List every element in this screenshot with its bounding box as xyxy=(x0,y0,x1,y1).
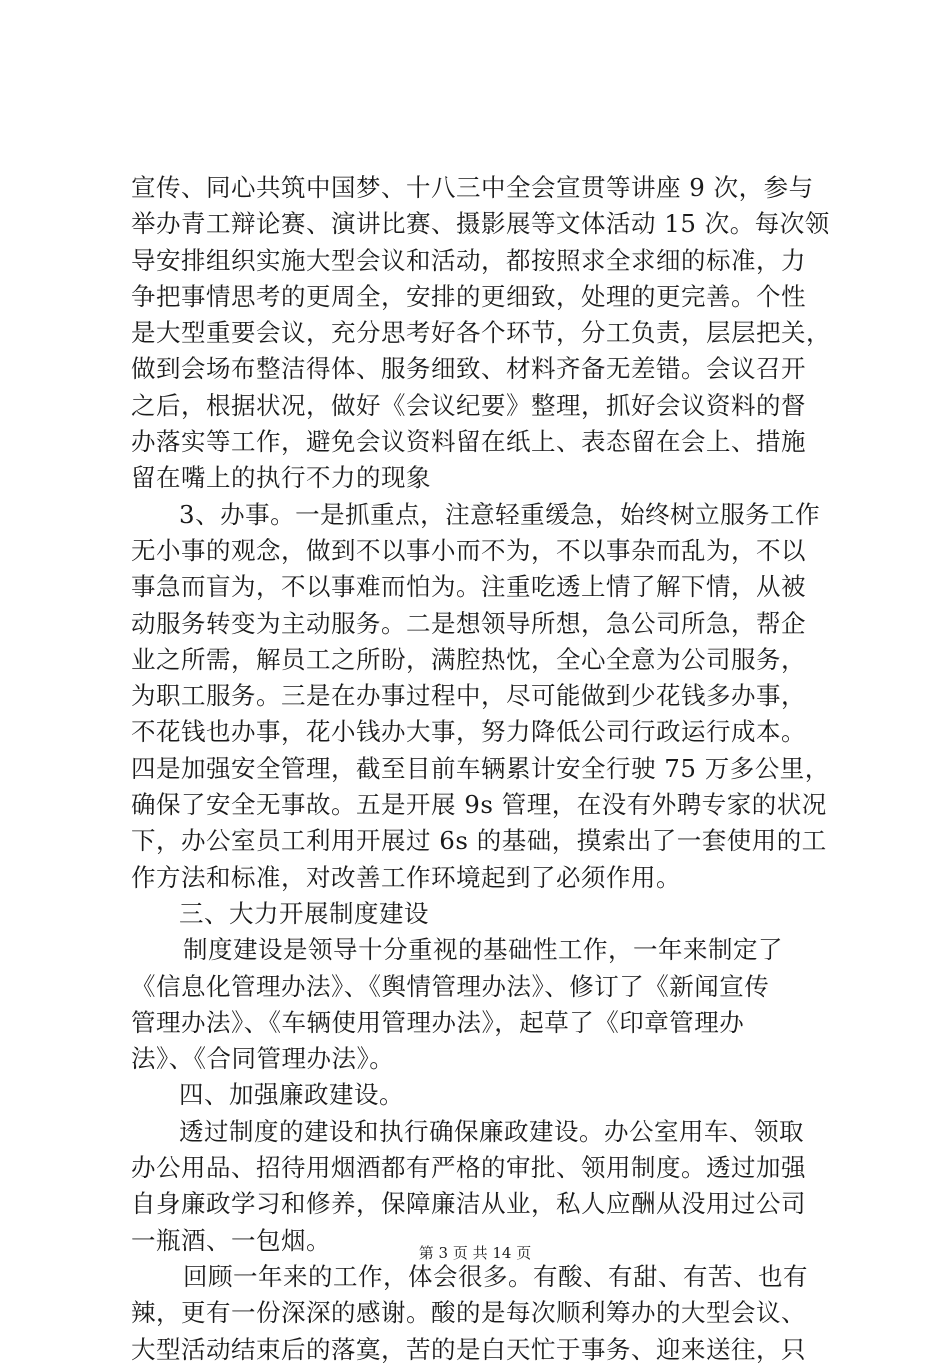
text-line: 大型活动结束后的落寞，苦的是白天忙于事务、迎来送往，只 xyxy=(131,1334,806,1364)
text-line: 争把事情思考的更周全，安排的更细致，处理的更完善。个性 xyxy=(131,281,806,311)
text-line: 一瓶酒、一包烟。 xyxy=(131,1225,331,1255)
text-line: 做到会场布整洁得体、服务细致、材料齐备无差错。会议召开 xyxy=(131,354,806,384)
paragraph-start-line: 透过制度的建设和执行确保廉政建设。办公室用车、领取 xyxy=(179,1116,804,1146)
page-number-footer: 第 3 页 共 14 页 xyxy=(418,1244,532,1262)
text-line: 《信息化管理办法》、《舆情管理办法》、修订了《新闻宣传 xyxy=(131,971,770,1001)
text-line: 事急而盲为，不以事难而怕为。注重吃透上情了解下情，从被 xyxy=(131,572,806,602)
text-line: 是大型重要会议，充分思考好各个环节，分工负责，层层把关， xyxy=(131,318,831,348)
text-line: 四是加强安全管理，截至目前车辆累计安全行驶 75 万多公里， xyxy=(131,753,830,783)
text-line: 留在嘴上的执行不力的现象 xyxy=(131,463,431,493)
text-line: 确保了安全无事故。五是开展 9s 管理，在没有外聘专家的状况 xyxy=(131,790,827,820)
text-line: 无小事的观念，做到不以事小而不为，不以事杂而乱为，不以 xyxy=(131,535,806,565)
text-line: 法》、《合同管理办法》。 xyxy=(131,1044,395,1074)
text-line: 辣，更有一份深深的感谢。酸的是每次顺利筹办的大型会议、 xyxy=(131,1298,806,1328)
text-line: 宣传、同心共筑中国梦、十八三中全会宣贯等讲座 9 次，参与 xyxy=(131,173,814,202)
text-line: 业之所需，解员工之所盼，满腔热忱，全心全意为公司服务， xyxy=(131,644,806,674)
text-line: 办公用品、招待用烟酒都有严格的审批、领用制度。透过加强 xyxy=(131,1153,806,1183)
paragraph-start-line: 制度建设是领导十分重视的基础性工作，一年来制定了 xyxy=(183,935,783,965)
paragraph-start-line: 3、办事。一是抓重点，注意轻重缓急，始终树立服务工作 xyxy=(179,499,821,529)
text-line: 作方法和标准，对改善工作环境起到了必须作用。 xyxy=(131,862,681,892)
text-line: 为职工服务。三是在办事过程中，尽可能做到少花钱多办事， xyxy=(131,681,806,711)
text-line: 管理办法》、《车辆使用管理办法》，起草了《印章管理办 xyxy=(131,1007,745,1037)
document-body xyxy=(131,170,831,1368)
section-heading: 四、加强廉政建设。 xyxy=(179,1080,404,1110)
text-line: 举办青工辩论赛、演讲比赛、摄影展等文体活动 15 次。每次领 xyxy=(131,209,830,239)
text-line: 自身廉政学习和修养，保障廉洁从业，私人应酬从没用过公司 xyxy=(131,1189,806,1219)
section-heading: 三、大力开展制度建设 xyxy=(179,898,429,928)
paragraph-start-line: 回顾一年来的工作，体会很多。有酸、有甜、有苦、也有 xyxy=(183,1261,808,1291)
text-line: 动服务转变为主动服务。二是想领导所想，急公司所急，帮企 xyxy=(131,608,806,638)
text-line: 办落实等工作，避免会议资料留在纸上、表态留在会上、措施 xyxy=(131,427,806,457)
text-line: 不花钱也办事，花小钱办大事，努力降低公司行政运行成本。 xyxy=(131,717,806,747)
text-line: 之后，根据状况，做好《会议纪要》整理，抓好会议资料的督 xyxy=(131,390,806,420)
text-line: 下，办公室员工利用开展过 6s 的基础，摸索出了一套使用的工 xyxy=(131,826,827,856)
text-line: 导安排组织实施大型会议和活动，都按照求全求细的标准，力 xyxy=(131,245,806,275)
